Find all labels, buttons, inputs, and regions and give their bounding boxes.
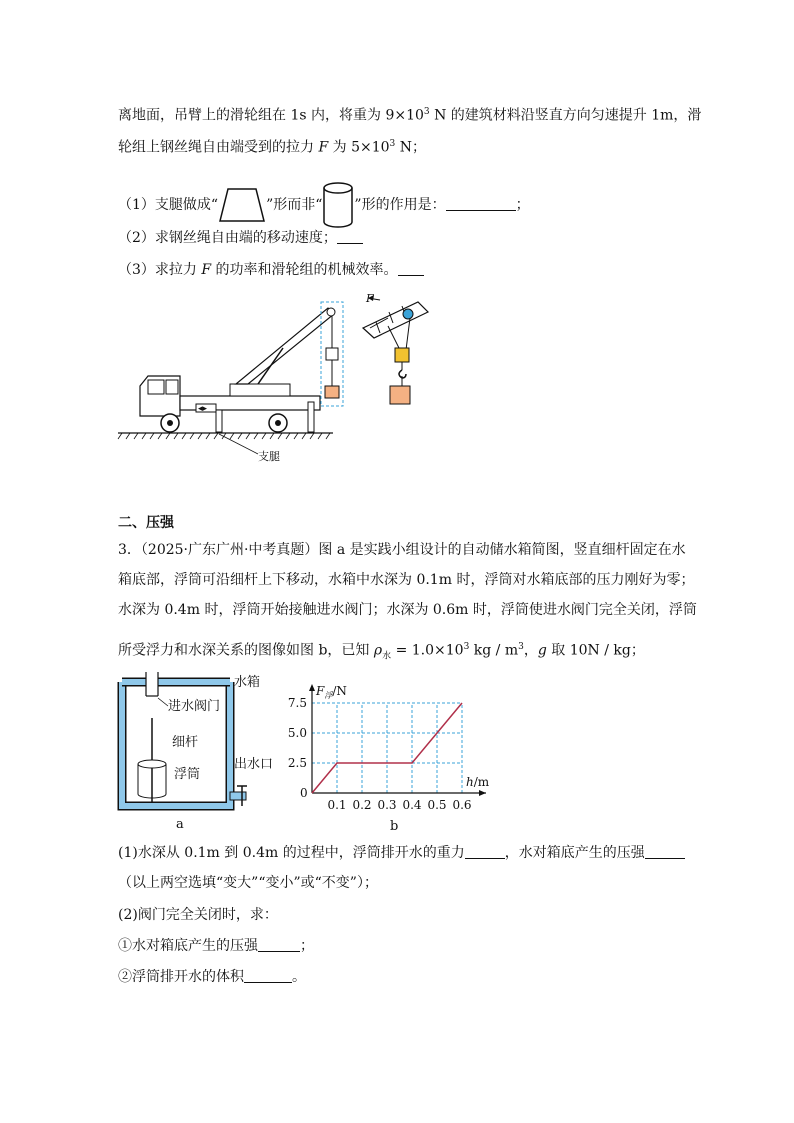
question-line [118,967,306,987]
question-3 [118,260,424,280]
text: 所受浮力和水深关系的图像如图 b，已知 [118,642,374,659]
text: （3）求拉力 [118,262,202,278]
text: 。 [292,969,306,985]
superscript: 3 [463,642,470,652]
text: 的功率和滑轮组的机械效率。 [211,262,398,278]
paragraph-line: 箱底部，浮筒可沿细杆上下移动，水箱中水深为 0.1m 时，浮筒对水箱底部的压力刚好为零； [118,572,695,588]
x-tick-label: 0.1 [327,798,347,812]
x-tick-label: 0.2 [352,798,372,812]
y-tick-label: 5.0 [287,726,307,740]
tank-label: 水箱 [234,675,261,690]
float-label: 浮筒 [174,767,201,782]
buoyancy-chart [286,680,496,832]
rho-symbol: ρ [373,642,383,659]
section-heading: 二、压强 [118,515,174,531]
figure-caption: a [176,817,184,832]
text: （2）求钢丝绳自由端的移动速度； [118,230,337,246]
force-symbol: F [318,139,329,156]
paragraph-line-1 [118,102,701,126]
force-label: F [366,292,374,305]
answer-blank[interactable] [398,261,424,276]
y-tick-label: 2.5 [287,756,307,770]
force-symbol: F [201,262,212,278]
paragraph-line-2 [118,134,426,158]
question-line: (2)阀门完全关闭时，求： [118,907,278,923]
crane-truck-figure [118,288,448,468]
x-tick-label: 0.4 [402,798,422,812]
x-axis-arrow-icon [479,790,486,796]
text: 9×10 [385,107,424,124]
y-axis-label: $F_浮/N$ [316,684,347,700]
paragraph-line: 水深为 0.4m 时，浮筒开始接触进水阀门；水深为 0.6m 时，浮筒使进水阀门完全关闭，浮筒 [118,602,697,618]
text: kg / m [469,642,519,659]
text: ， [523,642,538,659]
paragraph-line: 3．（2025·广东广州·中考真题）图 a 是实践小组设计的自动储水箱简图，竖直细杆固定在水 [118,542,686,558]
water-tank-figure [118,672,278,832]
trapezoid-icon [218,187,266,223]
origin-label: 0 [300,786,308,800]
outlet-label: 出水口 [234,757,274,772]
figure-caption: b [390,819,399,834]
y-tick-label: 7.5 [287,696,307,710]
text: ”形的作用是： [354,197,446,213]
text: 离地面，吊臂上的滑轮组在 1s 内，将重为 [118,107,386,124]
question-note: （以上两空选填“变大”“变小”或“不变”）； [118,875,378,891]
answer-blank[interactable] [258,937,300,952]
text: 轮组上钢丝绳自由端受到的拉力 [118,139,319,156]
subscript: 水 [382,651,392,662]
text: (1)水深从 0.1m 到 0.4m 的过程中，浮筒排开水的重力 [118,845,465,861]
answer-blank[interactable] [465,844,505,859]
answer-blank[interactable] [244,968,292,983]
text: ； [515,197,530,213]
answer-blank[interactable] [446,196,516,211]
y-axis-arrow-icon [309,684,315,691]
question-line [118,936,314,956]
text: = 1.0×10 [391,642,464,659]
leg-label: 支腿 [258,450,280,463]
text: ； [300,938,314,954]
answer-blank[interactable] [645,844,685,859]
answer-blank[interactable] [337,229,363,244]
valve-label: 进水阀门 [168,699,221,714]
x-tick-label: 0.3 [377,798,397,812]
x-axis-label: h/m [466,775,490,789]
paragraph-line [118,637,645,666]
text: ②浮筒排开水的体积 [118,969,244,985]
text: ，水对箱底产生的压强 [504,845,645,861]
x-tick-label: 0.5 [427,798,447,812]
x-tick-label: 0.6 [452,798,472,812]
superscript: 3 [518,642,524,652]
text: N 的建筑材料沿竖直方向匀速提升 1m，滑 [429,107,702,124]
text: ①水对箱底产生的压强 [118,938,258,954]
text: 取 10N / kg； [546,642,645,659]
question-line [118,843,685,863]
text: （1）支腿做成“ [118,197,219,213]
superscript: 3 [389,139,396,149]
g-symbol: g [537,642,547,659]
superscript: 3 [423,107,430,117]
text: ”形而非“ [266,197,323,213]
svg-text:◂▸: ◂▸ [198,404,208,414]
question-1 [118,181,530,229]
text: N； [395,139,426,156]
rod-label: 细杆 [172,735,199,750]
question-2 [118,228,363,248]
text: 为 5×10 [328,139,390,156]
cylinder-icon [322,181,354,229]
